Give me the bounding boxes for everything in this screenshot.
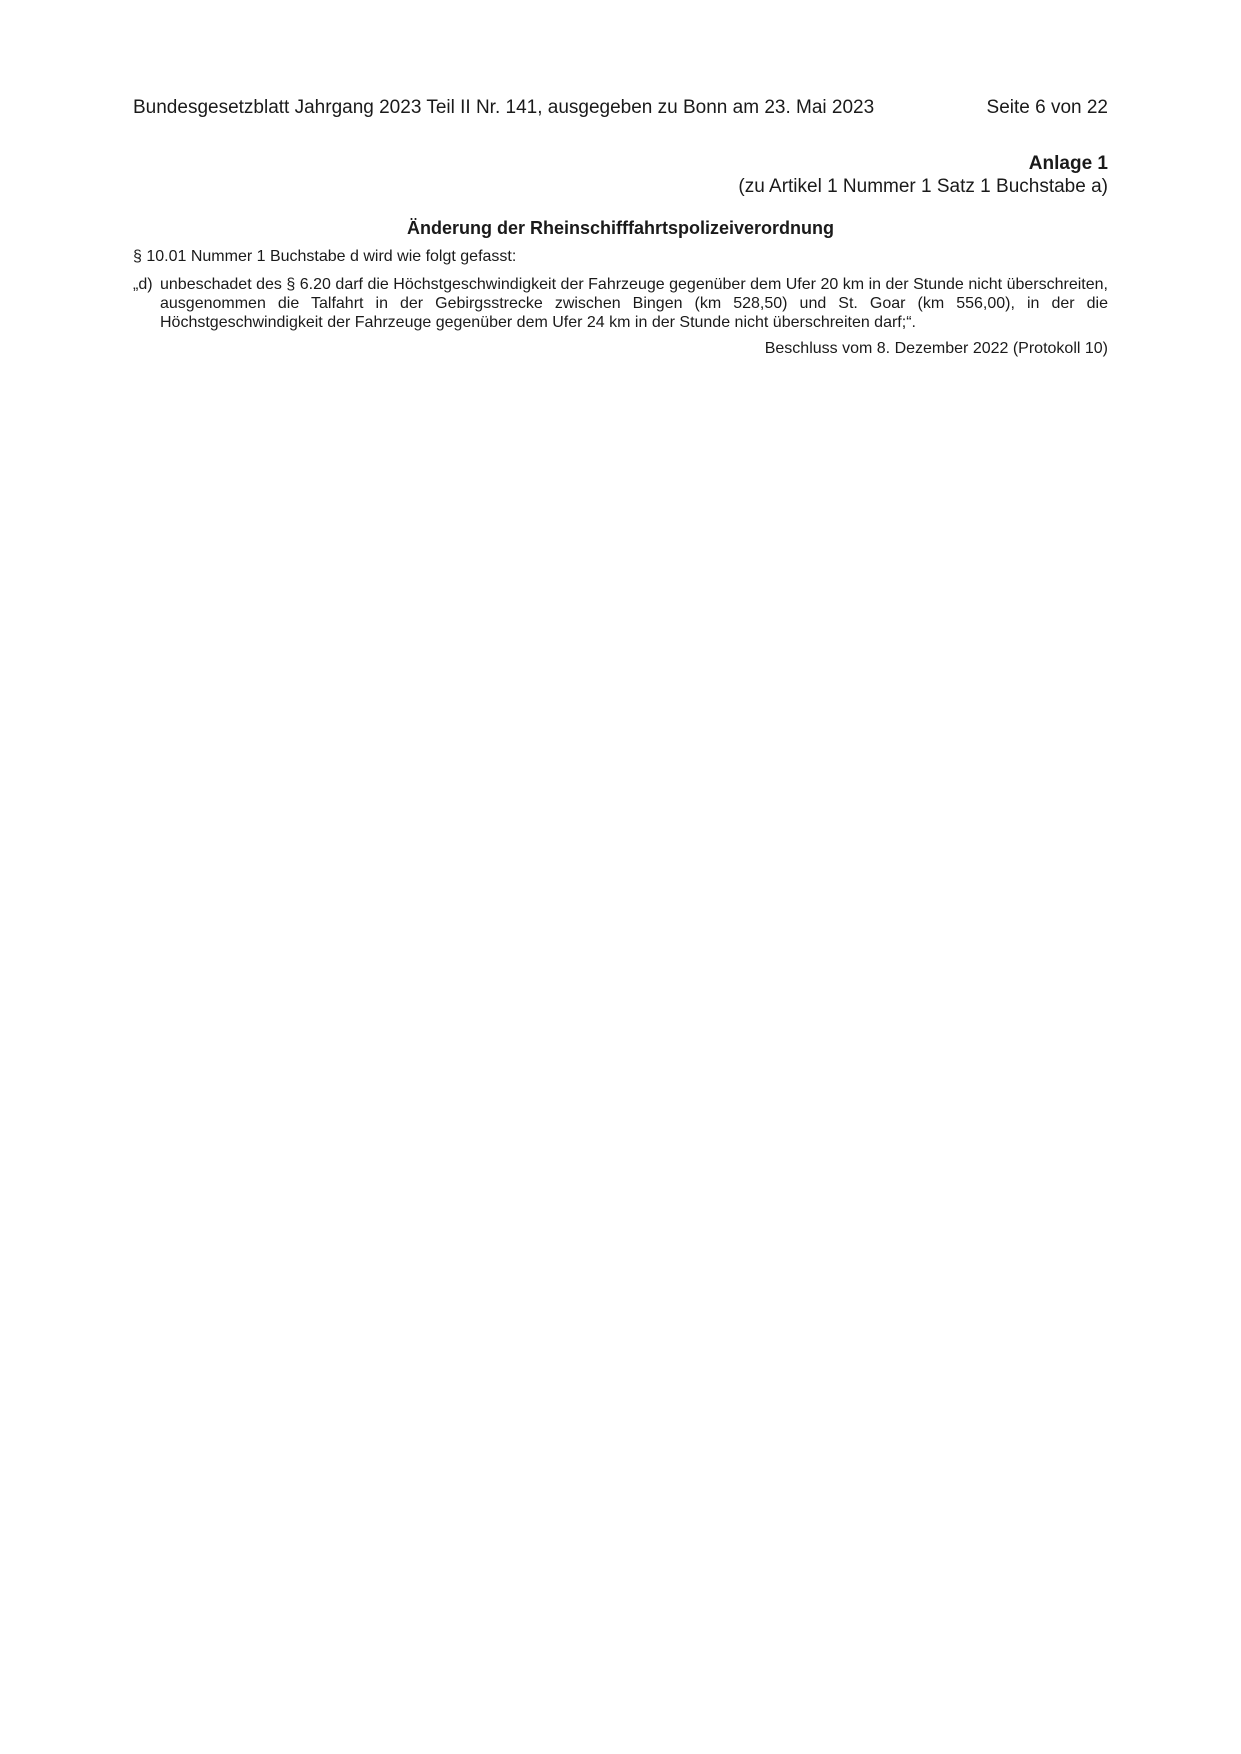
annex-title: Anlage 1 bbox=[1028, 153, 1108, 174]
amendment-item-marker: „d) bbox=[133, 276, 153, 293]
annex-block bbox=[133, 152, 1108, 198]
amendment-intro: § 10.01 Nummer 1 Buchstabe d wird wie folgt gefasst: bbox=[133, 248, 517, 265]
annex-reference: (zu Artikel 1 Nummer 1 Satz 1 Buchstabe a) bbox=[738, 176, 1108, 197]
decision-note: Beschluss vom 8. Dezember 2022 (Protokoll 10) bbox=[764, 340, 1108, 357]
running-header bbox=[133, 96, 1108, 120]
section-heading: Änderung der Rheinschifffahrtspolizeiverordnung bbox=[406, 218, 835, 238]
page-number: Seite 6 von 22 bbox=[986, 97, 1108, 118]
amendment-item bbox=[133, 275, 1108, 332]
gazette-line: Bundesgesetzblatt Jahrgang 2023 Teil II Nr. 141, ausgegeben zu Bonn am 23. Mai 2023 bbox=[133, 97, 875, 118]
amendment-item-text: unbeschadet des § 6.20 darf die Höchstgeschwindigkeit der Fahrzeuge gegenüber dem Ufer 20 km in der Stunde nicht überschreiten, ausgenommen die Talfahrt in der Gebirgsstrecke zwischen Bingen (km 528,50) und St. Goar (km 556,00), in der die Höchstgeschwindigkeit der Fahrzeuge gegenüber dem Ufer 24 km in der Stunde nicht überschreiten darf;“. bbox=[160, 276, 1108, 331]
document-page bbox=[133, 96, 1108, 359]
